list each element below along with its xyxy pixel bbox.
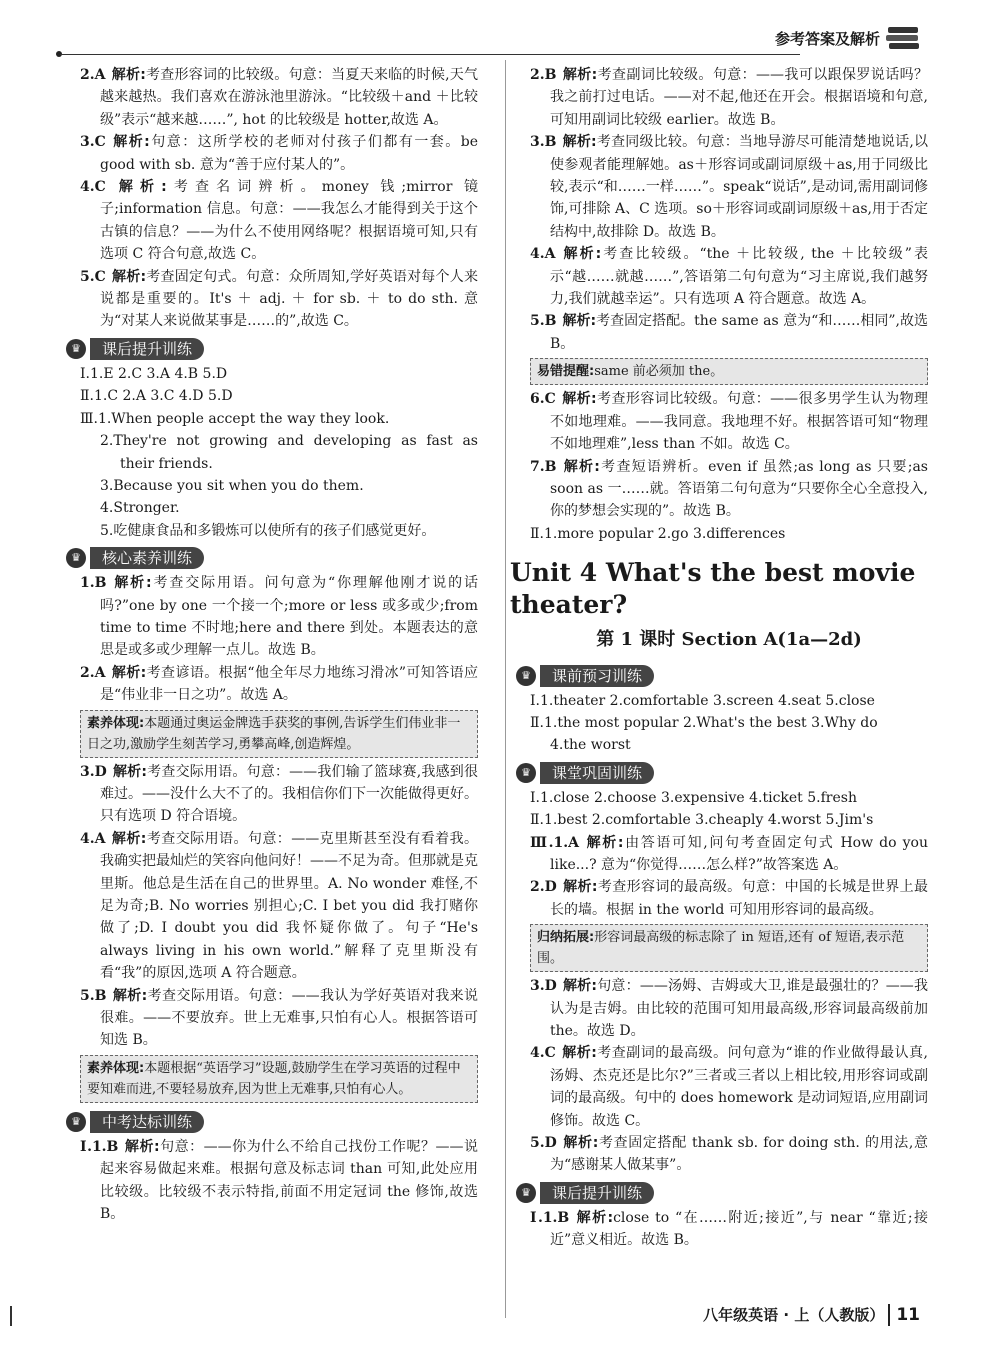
answer-item: 3.D 解析:句意：——汤姆、吉姆或大卫,谁是最强壮的？——我认为是吉姆。由比较的范围可知用最高级,形容词最高级前加 the。故选 D。 [530,978,929,1039]
left-column [71,64,479,1225]
answer-line: Ⅰ.1.theater 2.comfortable 3.screen 4.seat 5.close [530,692,875,709]
answer-item: 5.B 解析:考查固定搭配。the same as 意为“和……相同”,故选 B。 [530,313,928,352]
answer-item: 7.B 解析:考查短语辨析。even if 虽然;as long as 只要;as soon as 一……就。答语第二句句意为“只要你全心全意投入,你的梦想会实现的”。故选 B。 [530,458,928,520]
answer-item: Ⅰ.1.B 解析:句意：——你为什么不给自己找份工作呢？——说起来容易做起来难。根据句意及标志词 than 可知,此处应用比较级。比较级不表示特指,前面不用定冠词 the 修饰,故选 B。 [80,1138,479,1223]
note-box: 素养体现:本题根据“英语学习”设题,鼓励学生在学习英语的过程中要知难而进,不要轻易放弃,因为世上无难事,只怕有心人。 [80,1055,478,1103]
note-box: 归纳拓展:形容词最高级的标志除了 in 短语,还有 of 短语,表示范围。 [530,924,928,972]
answer-item: Ⅰ.1.B 解析:close to “在……附近;接近”,与 near “靠近;接近”意义相近。故选 B。 [530,1209,928,1249]
answer-item: 6.C 解析:考查形容词比较级。句意：——很多男学生认为物理不如地理难。——我同意。我地理不好。根据答语可知“物理不如地理难”,less than 不如。故选 C。 [530,391,928,453]
crown-icon: ♛ [516,666,536,686]
section-heading: ♛ 课堂巩固训练 [516,761,654,785]
answer-line: Ⅰ.1.close 2.choose 3.expensive 4.ticket 5.fresh [530,789,857,806]
answer-item: 4.A 解析:考查比较级。“the ＋比较级, the ＋比较级”表示“越……就越……”,答语第二句句意为“习主席说,我们越努力,我们就越幸运”。只有选项 A 符合题意。故选 A。 [530,246,928,308]
footer-book: 八年级英语 · 上（人教版） [703,1305,885,1324]
page-footer [703,1304,920,1326]
section-heading: ♛ 课后提升训练 [516,1181,654,1205]
answer-item: 5.B 解析:考查交际用语。句意：——我认为学好英语对我来说很难。——不要放弃。世上无难事,只怕有心人。根据答语可知选 B。 [80,987,478,1049]
answer-item: 3.C 解析:句意：这所学校的老师对付孩子们都有一套。be good with sb. 意为“善于应付某人的”。 [80,134,478,173]
answer-line: 4.the worst [550,737,631,754]
crown-icon: ♛ [66,1112,86,1132]
section-heading: ♛ 核心素养训练 [66,546,204,570]
answer-line: 3.Because you sit when you do them. [100,477,364,494]
page-number: 11 [888,1304,920,1326]
answer-item: 2.B 解析:考查副词比较级。句意：——我可以跟保罗说话吗？我之前打过电话。——对不起,他还在开会。根据语境和句意,可知用副词比较级 earlier。故选 B。 [530,67,928,128]
answer-item: 2.A 解析:考查谚语。根据“他全年尽力地练习滑冰”可知答语应是“伟业非一日之功”。故选 A。 [80,664,478,704]
answer-item: 1.B 解析:考查交际用语。问句意为“你理解他刚才说的话吗?”one by one 一个接一个;more or less 或多或少;from time to time 不时地;here and there 到处。本题表达的意思是或多或少理解一点儿。故选 B。 [80,575,478,659]
answer-line: Ⅲ.1.When people accept the way they look. [80,410,390,427]
column-divider [505,60,506,1318]
answer-line: 2.They're not growing and developing as fast as their friends. [100,433,478,472]
section-heading: ♛ 课后提升训练 [66,337,204,361]
answer-line: Ⅱ.1.best 2.comfortable 3.cheaply 4.worst 5.Jim's [530,812,874,829]
answer-item: 3.D 解析:考查交际用语。句意：——我们输了篮球赛,我感到很难过。——没什么大不了的。我相信你们下一次能做得更好。只有选项 D 符合语境。 [80,763,478,825]
answer-item: 5.C 解析:考查固定句式。句意：众所周知,学好英语对每个人来说都是重要的。It's ＋ adj. ＋ for sb. ＋ to do sth. 意为“对某人来说做某事是……的”,故选 C。 [80,268,478,330]
answer-item: 5.D 解析:考查固定搭配 thank sb. for doing sth. 的用法,意为“感谢某人做某事”。 [530,1135,928,1174]
right-column [510,64,929,1252]
crown-icon: ♛ [516,1183,536,1203]
lesson-title: 第 1 课时 Section A(1a—2d) [596,629,862,651]
note-box: 素养体现:本题通过奥运金牌选手获奖的事例,告诉学生们伟业非一日之功,激励学生刻苦学习,勇攀高峰,创造辉煌。 [80,710,478,758]
header-title: 参考答案及解析 [774,30,880,48]
answer-line: Ⅱ.1.C 2.A 3.C 4.D 5.D [80,388,233,405]
footer-bar [10,1306,12,1326]
header-rule [60,54,800,55]
section-heading: ♛ 课前预习训练 [516,664,654,688]
answer-item: 4.C 解析:考查名词辨析。money 钱;mirror 镜子;information 信息。句意：——我怎么才能得到关于这个古镇的信息？——为什么不使用网络呢？根据语境可知,只有选项 C 符合句意,故选 C。 [80,179,478,263]
crown-icon: ♛ [516,763,536,783]
answer-item: 4.C 解析:考查副词的最高级。问句意为“谁的作业做得最认真,汤姆、杰克还是比尔?”三者或三者以上相比较,用形容词或副词的最高级。句中的 does homework 是动词短语,应用副词修饰。故选 C。 [530,1045,928,1129]
unit-title: Unit 4 What's the best movie theater? [510,558,916,620]
note-box: 易错提醒:same 前必须加 the。 [530,358,928,385]
answer-line: Ⅱ.1.the most popular 2.What's the best 3.Why do [530,714,878,731]
books-icon [886,24,920,52]
answer-line: Ⅱ.1.more popular 2.go 3.differences [530,525,786,542]
answer-item: Ⅲ.1.A 解析:由答语可知,问句考查固定句式 How do you like...? 意为“你觉得……怎么样?”故答案选 A。 [530,834,928,873]
answer-item: 3.B 解析:考查同级比较。句意：当地导游尽可能清楚地说话,以使参观者能理解她。as＋形容词或副词原级＋as,用于同级比较,表示“和……一样……”。speak“说话”,是动词,需用副词修饰,可排除 A、C 选项。so＋形容词或副词原级＋as,用于否定结构中,故排除 D。故选 B。 [530,134,928,240]
answer-item: 2.A 解析:考查形容词的比较级。句意：当夏天来临的时候,天气越来越热。我们喜欢在游泳池里游泳。“比较级＋and ＋比较级”表示“越来越……”, hot 的比较级是 hotter,故选 A。 [80,67,478,128]
crown-icon: ♛ [66,339,86,359]
page-header [60,22,920,62]
answer-line: 5.吃健康食品和多锻炼可以使所有的孩子们感觉更好。 [100,522,436,539]
section-heading: ♛ 中考达标训练 [66,1110,204,1134]
answer-item: 2.D 解析:考查形容词的最高级。句意：中国的长城是世界上最长的墙。根据 in the world 可知用形容词的最高级。 [530,879,928,918]
answer-item: 4.A 解析:考查交际用语。句意：——克里斯甚至没有看着我。我确实把最灿烂的笑容向他问好！——不足为奇。但那就是克里斯。他总是生活在自己的世界里。A. No wonder 难怪,不足为奇;B. No worries 别担心;C. I bet you did 我打赌你做了;D. I doubt you did 我怀疑你做了。句子“He's always living in his own world.”解释了克里斯没有看“我”的原因,选项 A 符合题意。 [80,830,479,982]
answer-line: Ⅰ.1.E 2.C 3.A 4.B 5.D [80,365,228,382]
answer-line: 4.Stronger. [100,500,180,517]
crown-icon: ♛ [66,548,86,568]
